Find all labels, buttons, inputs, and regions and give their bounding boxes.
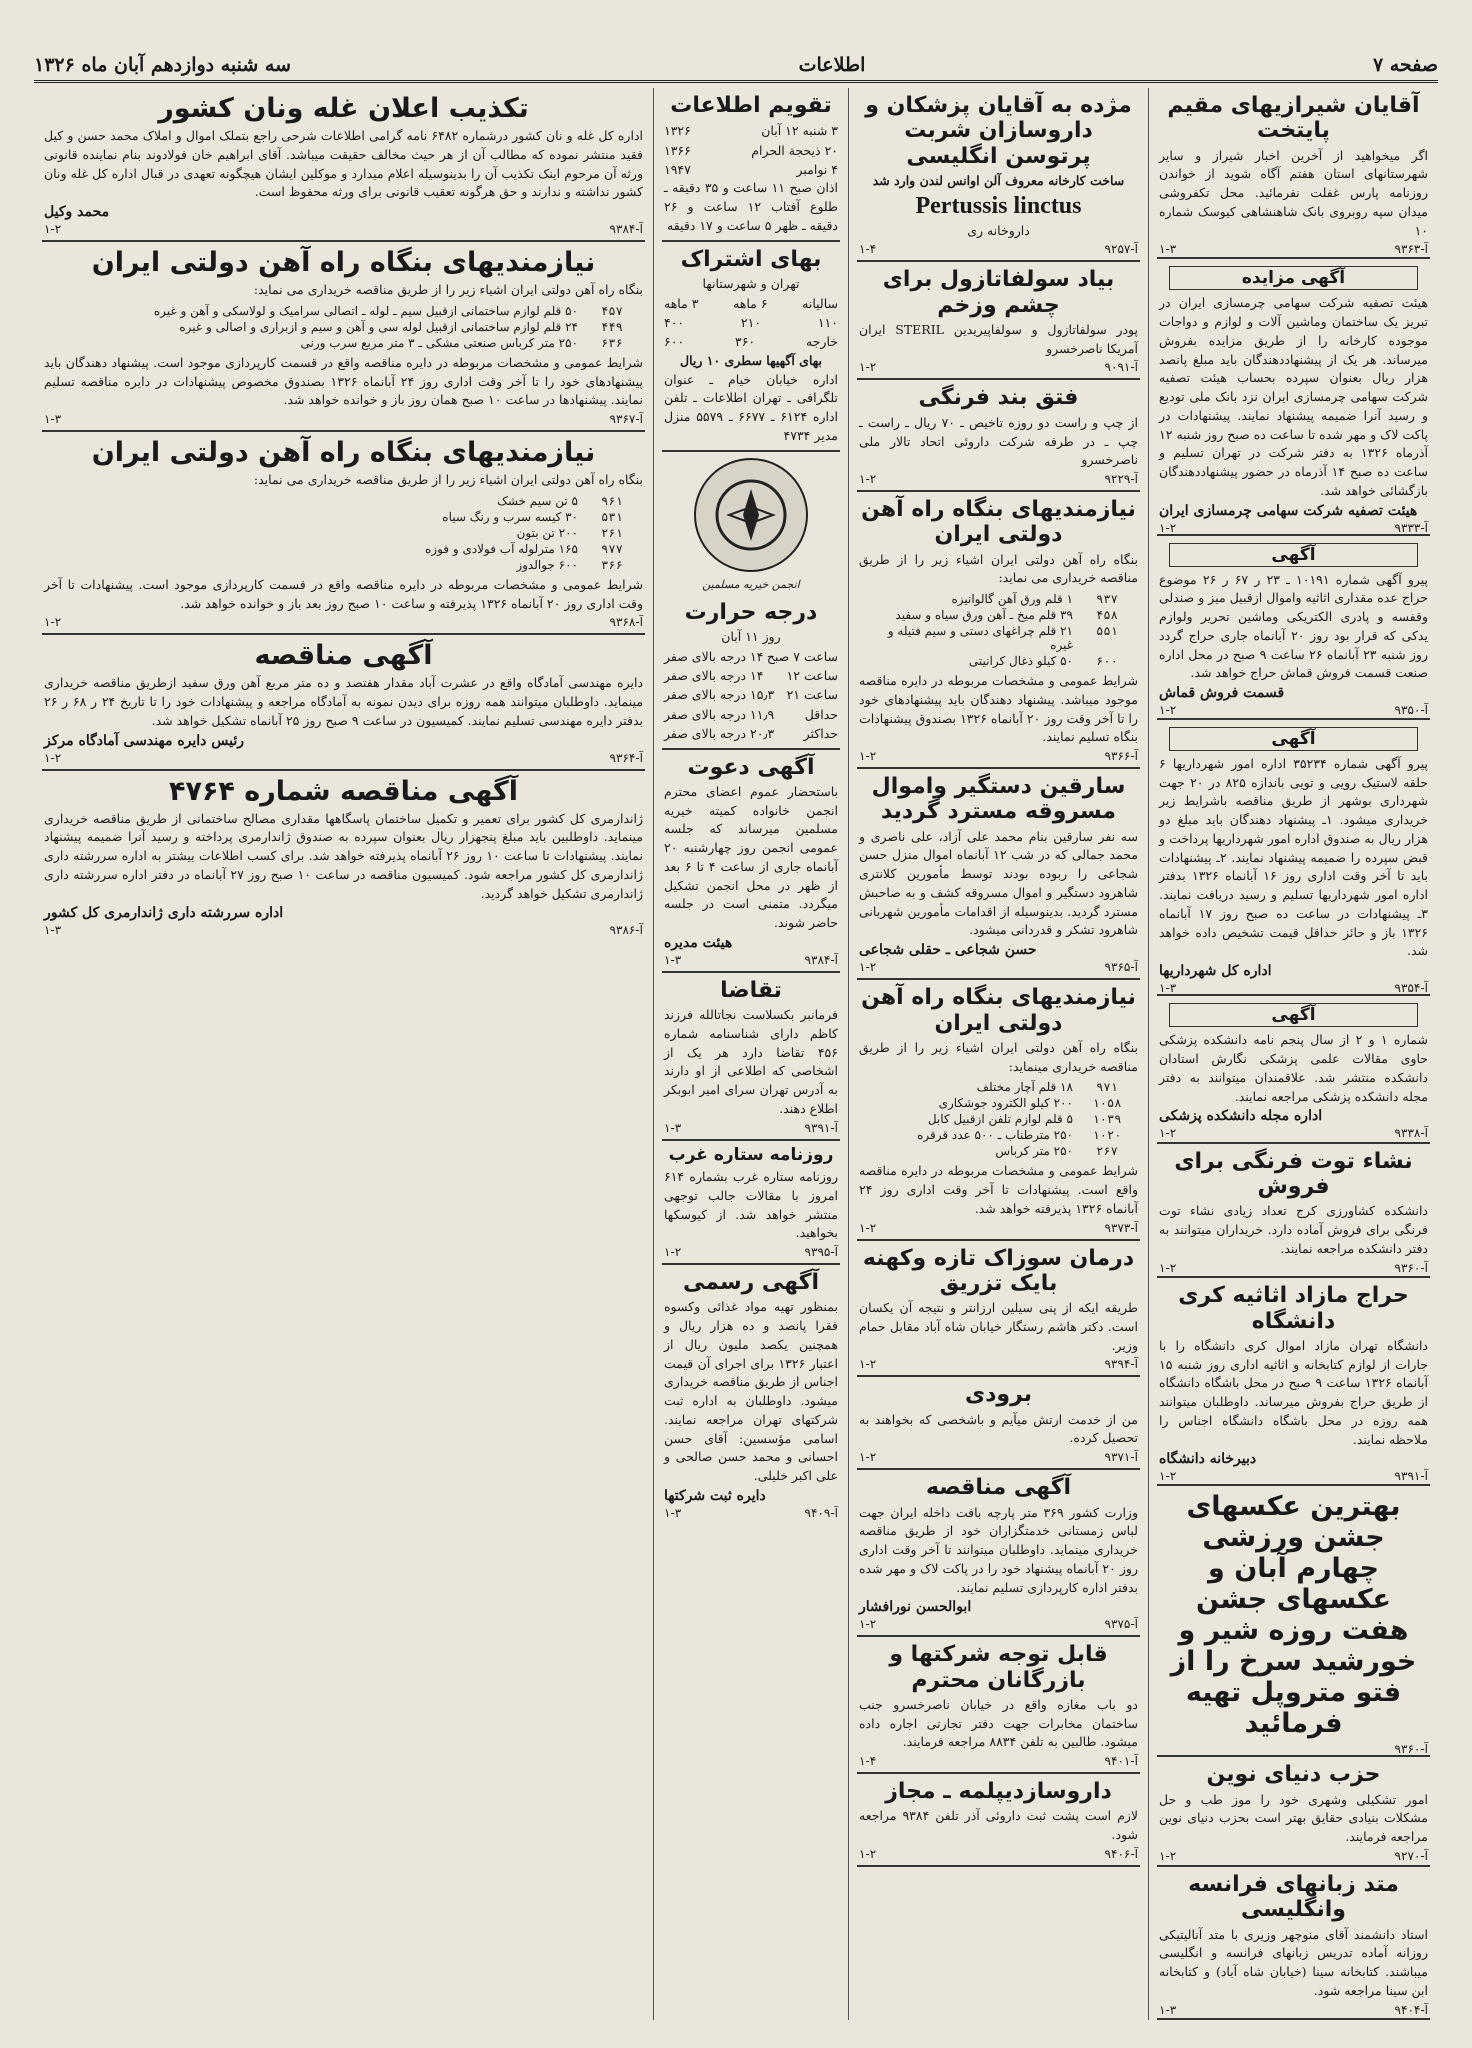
item-description: ۶۰۰ جوالدوز [516,557,578,572]
ad-body: فرمانبر بکسلاست نجاتالله فرزند کاظم دارای شناسنامه شماره ۴۵۶ تقاضا دارد هر یک از اشخاصی که اطلاعی از او دارند به آدرس تهران سرای امیر ابوبکر اطلاع دهند. [664,1007,838,1116]
item-description: ۵ تن سیم خشک [497,493,578,508]
ad-title: مژده به آقایان پزشکان و داروسازان شربت پرتوسن انگلیسی [865,93,1132,169]
price-cell: ۲۱۰ [740,315,762,331]
table-row [44,335,643,351]
ad-ref: آ-۹۳۷۵ [1104,1617,1138,1632]
dossier-number: ۲۶۱ [601,525,623,540]
calendar-year: ۱۹۴۷ [664,162,691,178]
ad-body: دو باب مغازه واقع در خیابان ناصرخسرو جنب ساختمان مخابرات جهت دفتر تجارتی اجاره داده میشود. طالبین به تلفن ۸۸۳۴ مراجعه فرمایند. [859,1696,1138,1750]
ad-title: آقایان شیرازیهای مقیم پایتخت [1167,93,1420,144]
dossier-number: ۱۰۳۹ [1092,1112,1122,1127]
calendar-year: ۱۳۶۶ [664,142,691,158]
dossier-number: ۵۳۱ [601,509,623,524]
temperature-time: حداکثر [803,726,838,742]
items-table [859,1079,1138,1159]
invitation-ad [662,750,840,973]
ad-ref: آ-۹۳۸۴ [609,222,643,237]
ad-body: شرایط عمومی و مشخصات مربوطه در دایره مناقصه واقع در قسمت کارپردازی موجود است. پیشنهادات تا آخر وقت اداری روز ۲۰ آبانماه ۱۳۲۶ پذیرفته و ساعت ۱۰ صبح روز بعد باز و خوانده خواهد شد. [44,576,643,611]
temperature-title: درجه حرارت [684,599,818,625]
items-table [44,493,643,573]
request-ad [662,973,840,1141]
ad-signature: رئیس دایره مهندسی آمادگاه مرکز [44,732,244,749]
ad-body: شماره ۱ و ۲ از سال پنجم نامه دانشکده پزشکی حاوی مقالات علمی پزشکی نگارش استادان دانشکده منتشر شد. علاقمندان میتوانند به دفتر مجله دانشکده پزشکی مراجعه نمایند. [1159,1032,1428,1104]
ad-intro: بنگاه راه آهن دولتی ایران اشیاء زیر را از طریق مناقصه خریداری می نماید: [253,472,643,488]
ad-signature: دبیرخانه دانشگاه [1159,1451,1257,1468]
ad-signature: قسمت فروش قماش [1159,685,1285,702]
dossier-number: ۹۷۷ [601,541,623,556]
ad-ref: آ-۹۳۹۴ [1104,1357,1138,1372]
ad-body: شرایط عمومی و مشخصات مربوطه در دایره مناقصه واقع در قسمت کارپردازی موجود است. پیشنهاد دهندگان باید پیشنهادهای خود را تا آخر وقت اداری روز ۲۴ آبانماه ۱۳۲۶ بصندوق مخصوص پیشنهادات در دایره مناقصه تسلیم نمایند. پیشنهادها در ساعت ۱۰ صبح همان روز باز و خوانده خواهد شد. [44,354,643,408]
ad-code: ۱-۲ [859,960,877,975]
ad-ref: آ-۹۳۶۷ [609,412,643,427]
item-description: ۲۰۰ تن بتون [516,525,578,540]
ad-title: نشاء توت فرنگی برای فروش [1174,1148,1413,1200]
dossier-number: ۴۵۷ [601,303,623,318]
ad-title: آگهی مناقصه شماره ۴۷۶۴ [168,775,519,807]
calendar-row [664,121,838,140]
ad-ref: آ-۹۳۳۸ [1394,1126,1428,1141]
ad-code: ۱-۲ [1159,1848,1177,1863]
product-name: Pertussis linctus [915,192,1082,219]
ad-body: باستحضار عموم اعضای محترم انجمن خانواده کمیته خیریه مسلمین میرساند که جلسه عمومی انجمن روز چهارشنبه ۲۰ آبانماه جاری از ساعت ۴ تا ۶ بعد از ظهر در محل انجمن تشکیل میگردد. متمنی است در جلسه حاضر شوند. [664,783,838,931]
ad-ref: آ-۹۲۷۰ [1394,1848,1428,1863]
item-description: ۱۸ قلم آچار مختلف [976,1080,1073,1095]
ad-signature: هیئت تصفیه شرکت سهامی چرمسازی ایران [1159,502,1418,519]
table-row [44,493,643,509]
ad-body: دانشکده کشاورزی کرج تعداد زیادی نشاء توت فرنگی برای فروش آماده دارد. خریداران میتوانند به دفتر دانشکده مراجعه نمایند. [1159,1203,1428,1256]
ad-code: ۱-۳ [44,412,62,427]
price-row [664,332,838,351]
ad-signature: اداره مجله دانشکده پزشکی [1159,1108,1323,1125]
ad [857,1470,1140,1637]
banner-text: بهترین عکسهای جشن ورزشی چهارم آبان و عکسهای جشن هفت روزه شیر و خورشید سرخ را از فتو متروپل تهیه فرمائید [1170,1490,1417,1740]
newspaper-ad [662,1141,840,1266]
ad-title: آگهی [1169,1003,1418,1027]
ad-code: ۱-۲ [44,615,62,630]
ad-body: دایره مهندسی آمادگاه واقع در عشرت آباد مقدار هفتصد و ده متر مربع آهن ورق سفید ازطریق مناقصه خریداری مینماید. داوطلبان میتوانند همه روزه برای دیدن نمونه به آمادگاه مراجعه و پیشنهادات خود را تا تاریخ ۲۴ ر ۶۸ ر ۲۶ بدفتر دایره مهندسی تسلیم نمایند. کمیسیون در ساعت ۹ صبح روز ۲۵ آبانماه تشکیل خواهد شد. [44,675,644,728]
temperature-value: ۱۵٫۳ درجه بالای صفر [664,687,775,703]
calendar-label: ۴ نوامبر [796,162,838,178]
ad-code: ۱-۲ [1159,1469,1177,1484]
ad-code: ۱-۲ [44,222,62,237]
price-cell: خارجه [805,334,838,350]
table-row [859,1143,1138,1159]
ad-body: اداره کل غله و نان کشور درشماره ۶۴۸۲ نامه گرامی اطلاعات شرحی راجع بتملک اموال و املاک محمد حسن و کیل فقید منتشر نموده که مطالب آن از هر حیث مخالف حقیقت میباشد. آقای ابراهیم خان فولادوند بنام نماینده قانونی ورثه آن مرحوم اینک تکذیب آن را بدینوسیله اعلام میدارد و موکلین ایشان هیچگونه تعهدی در قبال اداره کل غله ونان کشور نداشته و ندارند و حق هرگونه تعقیب قانونی برای ورثه محفوظ است. [44,128,643,200]
item-description: ۲۴ قلم لوازم ساختمانی ازقبیل لوله سی و آهن و سیم و ازبراری و اصالی و غیره [179,319,578,334]
ad [857,1637,1140,1774]
items-table [44,303,643,351]
ad-title: فتق بند فرنگی [918,385,1079,411]
table-row [859,607,1138,623]
ad-code: ۱-۳ [1159,2002,1177,2017]
temperature-value: ۲۰٫۳ درجه بالای صفر [664,726,775,742]
item-description: ۵۰ قلم لوازم ساختمانی ازقبیل سیم ـ لوله ـ اتصالی سرامیک و لولاسکی و آهن و غیره [153,303,578,318]
item-description: ۲۵۰ متر کرباس [995,1144,1073,1159]
ad-code: ۱-۲ [664,1245,682,1260]
table-row [44,525,643,541]
ad-code: ۱-۲ [859,1220,877,1235]
temperature-row [664,705,838,724]
table-row [44,509,643,525]
ad [1157,1757,1430,1867]
item-description: ۲۵۰ مترطناب ـ ۵۰۰ عدد قرقره [917,1128,1073,1143]
ad-ref: آ-۹۳۵۰ [1394,703,1428,718]
price-row [664,313,838,332]
ad-body: اگر میخواهید از آخرین اخبار شیراز و سایر شهرستانهای استان هفتم آگاه شوید از خواندن روزنامه پارس غفلت نفرمائید. محل تکفروشی میدان سپه روبروی بانک شاهنشاهی کیوسک شماره ۱۰ [1159,147,1428,238]
ad-code: ۱-۳ [664,1120,682,1135]
issue-date: سه شنبه دوازدهم آبان ماه ۱۳۲۶ [34,54,292,76]
ad-code: ۱-۲ [1159,703,1177,718]
ad-ref: آ-۹۳۸۶ [609,923,643,938]
newspaper-name: اطلاعات [798,54,866,76]
prayer-times: اذان صبح ۱۱ ساعت و ۳۵ دقیقه ـ طلوع آفتاب ۱۲ ساعت و ۲۶ دقیقه ـ ظهر ۵ ساعت و ۱۷ دقیقه [664,180,839,233]
ad-ref: آ-۹۳۹۵ [804,1245,838,1260]
ad [857,380,1140,492]
page-header [34,50,1438,83]
column-3 [653,88,848,2020]
subscription-box [662,242,840,452]
ad-ref: آ-۹۳۷۳ [1104,1220,1138,1235]
dossier-number: ۴۴۹ [601,319,623,334]
ad-code: ۱-۲ [859,1357,877,1372]
item-description: ۲۵۰ متر کرباس صنعتی مشکی ـ ۳ متر مربع سرب ورنی [300,335,578,350]
item-description: ۲۱ قلم چراغهای دستی و سیم فتیله و غیره [887,624,1073,653]
ad-ref: آ-۹۳۹۱ [804,1120,838,1135]
temperature-time: ساعت ۲۱ [786,687,838,703]
railway-ad [42,242,645,432]
ad-ref: آ-۹۴۰۶ [1104,1846,1138,1861]
dossier-number: ۶۳۶ [601,335,623,350]
ad-title: متد زبانهای فرانسه وانگلیسی [1188,1872,1399,1923]
ad-code: ۱-۲ [859,360,877,375]
tender-ad [42,635,645,770]
dossier-number: ۵۵۱ [1096,624,1118,639]
ad-title: آگهی مناقصه [254,640,433,672]
ads-price: بهای آگهیها سطری ۱۰ ریال [679,352,823,368]
calendar-year: ۱۳۲۶ [664,123,691,139]
calendar-row [664,160,838,179]
ad-code: ۱-۳ [1159,242,1177,257]
ad-body: دانشگاه تهران مازاد اموال کری دانشگاه را با جارات از لوازم کتابخانه و اثاثیه اداری روز شنبه ۱۵ آبانماه ۱۳۲۶ ساعت ۹ صبح در محل باشگاه دانشگاه از طریق حراج بفروش میرساند. داوطلبان میتوانند همه روزه در محل باشگاه دانشگاه اجناس را ملاحظه نمایند. [1159,1337,1429,1447]
ad-ref: آ-۹۳۶۸ [609,615,643,630]
dossier-number: ۳۶۶ [601,557,623,572]
temperature-value: ۱۱٫۹ درجه بالای صفر [664,706,775,722]
ad-title: نیازمندیهای بنگاه راه آهن دولتی ایران [861,985,1136,1036]
subscription-subtitle: تهران و شهرستانها [702,275,800,291]
ad-body: پودر سولفاتازول و سولفاپیریدین STERIL ایران آمریکا ناصرخسرو [859,321,1138,356]
ad-code: ۱-۲ [1159,520,1177,535]
ad-body: داروخانه ری [967,222,1030,238]
ad-ref: آ-۹۳۶۶ [1104,749,1138,764]
ad [1157,536,1430,720]
ad-title: آگهی [1169,727,1418,751]
emblem-icon [711,475,791,555]
ad-body: شرایط عمومی و مشخصات مربوطه در دایره مناقصه واقع است. پیشنهادات تا آخر وقت اداری روز ۲۴ آبانماه ۱۳۲۶ پذیرفته خواهد شد. [859,1163,1138,1216]
dossier-number: ۹۷۱ [1096,1080,1118,1095]
temperature-date: روز ۱۱ آبان [721,628,781,644]
ad-intro: بنگاه راه آهن دولتی ایران اشیاء زیر را از طریق مناقصه خریداری می نماید: [859,551,1138,586]
ad-ref: آ-۹۳۶۴ [609,750,643,765]
ad-title: آگهی مزایده [1169,266,1418,290]
ad-signature: اداره سررشته داری ژاندارمری کل کشور [44,905,284,922]
ad [1157,88,1430,259]
ad-signature: حسن شجاعی ـ حقلی شجاعی [859,942,1037,959]
ad [1157,1144,1430,1279]
official-ad [662,1265,840,1524]
temperature-row [664,685,838,704]
item-description: ۳۰ کیسه سرب و رنگ سیاه [442,509,578,524]
ad-title: درمان سوزاک تازه وکهنه بایک تزریق [862,1245,1135,1296]
ad-ref: آ-۹۳۹۱ [1394,1469,1428,1484]
ad [1157,259,1430,535]
ad-code: ۱-۲ [859,1450,877,1465]
ad-body: امور تشکیلی وشهری خود را موز طب و حل مشکلات بنیادی حقایق بهتر است بحزب دنیای نوین مراجعه فرمایند. [1159,1791,1428,1845]
table-row [44,303,643,319]
calendar-label: ۲۰ ذیحجة الحرام [751,142,838,158]
calendar-row [664,141,838,160]
ad-body: بمنظور تهیه مواد غذائی وکسوه فقرا پانصد و ده هزار ریال و همچنین یکصد ملیون ریال از اعتبار ۱۳۲۶ برای اجرای آن قیمت اجناس از طریق مناقصه خریداری میشود. داوطلبان به اداره ثبت شرکتهای تهران مراجعه نمایند. اسامی مؤسسین: آقای حسن احسانی و محمد حسن صالحی و علی اکبر خلیلی. [664,1299,839,1484]
ad-body: شرایط عمومی و مشخصات مربوطه در دایره مناقصه موجود میباشد. پیشنهاد دهندگان باید پیشنهادهای خود را تا آخر وقت روز ۲۰ آبانماه ۱۳۲۶ بصندوق پیشنهادات بنگاه تسلیم نمایند. [859,673,1139,745]
ad-body: ژاندارمری کل کشور برای تعمیر و تکمیل ساختمان پاسگاهها مقداری مصالح ساختمانی از طریق مناقصه خریداری مینماید. داوطلبین باید مبلغ پنجهزار ریال بعنوان سپرده به صندوق ژاندارمری پرداخته و رسید آنرا ضمیمه پیشنهاد نمایند. پیشنهادات تا ساعت ۱۰ روز ۲۶ آبانماه پذیرفته خواهد شد. برای کسب اطلاعات بیشتر به اداره سررشته داری ژاندارمری کل کشور مراجعه شود. کمیسیون مناقصه در ساعت ۱۰ صبح روز ۲۷ آبانماه در دفتر اداره سررشته داری ژاندارمری تشکیل خواهد گردید. [44,810,644,901]
page-number: صفحه ۷ [1372,54,1438,76]
ad-ref: آ-۹۳۳۳ [1394,520,1428,535]
ad-title: تقاضا [720,977,782,1003]
ad-ref: آ-۹۳۷۱ [1104,1450,1138,1465]
dossier-number: ۴۵۸ [1096,608,1118,623]
temperature-value: ۱۴ درجه بالای صفر [664,668,764,684]
column-1 [1148,88,1438,2020]
table-row [859,623,1138,653]
table-row [859,591,1138,607]
calendar-title: تقویم اطلاعات [670,93,832,118]
price-cell: سالیانه [802,295,838,311]
item-description: ۵۰ کیلو ذغال کرانیتی [968,654,1073,669]
ad-ref: آ-۹۳۵۴ [1394,981,1428,996]
ad-signature: ابوالحسن نورافشار [859,1599,972,1616]
item-description: ۱۶۵ مترلوله آب فولادی و فوزه [425,541,578,556]
ad-title: داروسازدیپلمه ـ مجاز [885,1779,1112,1805]
table-row [44,541,643,557]
ad-body: هیئت تصفیه شرکت سهامی چرمسازی ایران در تبریز یک ساختمان وماشین آلات و لوازم و دواجات موجوده کارخانه را از طریق مزایده بفروش میرساند. هر یک از پیشنهاددهندگان باید مبلغ پانصد هزار ریال بعنوان سپرده بحساب هیئت تصفیه شرکت سهامی چرمسازی ایران نزد بانک ملی تودیع و رسید آنرا ضمیمه پیشنهاد نمایند. پیشنهادات در پاکت لاک و مهر شده تا ساعت ده صبح روز شنبه ۱۲ آذرماه ۱۳۲۶ به دفتر شرکت در تهران تسلیم و ساعت ده صبح ۱۴ آذرماه در حضور پیشنهاددهندگان بازگشائی خواهد شد. [1159,295,1429,498]
ad-code: ۱-۲ [859,749,877,764]
ad-title: آگهی [1169,543,1418,567]
ad-code: ۱-۲ [1159,1260,1177,1275]
ad-body: روزنامه ستاره غرب بشماره ۶۱۴ امروز با مقالات جالب توجهی منتشر خواهد شد. از کیوسکها بخواهید. [664,1169,838,1241]
price-cell: ۳۶۰ [735,334,756,350]
ad-code: ۱-۲ [859,472,877,487]
price-cell: ۶ ماهه [733,295,768,311]
ad-title: آگهی رسمی [682,1270,820,1296]
item-description: ۱ قلم ورق آهن گالوانیزه [951,592,1073,607]
dossier-number: ۲۶۷ [1096,1144,1118,1159]
ad-intro: بنگاه راه آهن دولتی ایران اشیاء زیر را از طریق مناقصه خریداری می نماید: [253,282,643,298]
dossier-number: ۹۳۷ [1096,592,1118,607]
denial-ad [42,88,645,242]
temperature-time: ساعت ۱۲ [786,668,838,684]
emblem-logo [694,458,808,572]
ad [857,1241,1140,1378]
ad-code: ۱-۲ [44,750,62,765]
price-cell: ۴۰۰ [664,315,685,331]
ad-code: ۱-۳ [1159,981,1177,996]
ad-ref: آ-۹۰۹۱ [1104,360,1138,375]
price-cell: ۳ ماهه [664,295,699,311]
ad-ref: آ-۹۴۰۹ [804,1505,838,1520]
ad-body: من از خدمت ارتش میآیم و باشخصی که بخواهند به تحصیل کرده. [859,1411,1138,1446]
ad-title: نیازمندیهای بنگاه راه آهن دولتی ایران [861,497,1136,548]
ad-body: استاد دانشمند آقای منوچهر وزیری با متد آنالیتیکی روزانه آماده تدریس زبانهای فرانسه و انگلیسی میباشند. کتابخانه سینا (خیابان شاه آباد) و کتابخانه ابن سینا مراجعه شود. [1159,1926,1428,1998]
ad-signature: هیئت مدیره [664,934,733,951]
table-row [44,557,643,573]
ad-body: از چپ و راست دو روزه تاخیص ـ ۷۰ ریال ـ راست ـ چپ ـ در طرفه شرکت داروئی اتحاد تالار ملی ناصرخسرو [859,414,1138,468]
ad [1157,1278,1430,1485]
ad-code: ۱-۴ [859,242,877,257]
ad-code: ۱-۴ [859,1754,877,1769]
column-2 [848,88,1148,2020]
railway-ad [42,432,645,635]
column-4 [34,88,653,2020]
ad-body: وزارت کشور ۳۶۹ متر پارچه بافت داخله ایران جهت لباس زمستانی خدمتگزاران خود از طریق مناقصه خریداری مینماید. داوطلبان میتوانند تا آخر وقت اداری روز ۲۰ آبانماه پیشنهاد خود را در پاکت لاک و مهر شده بدفتر اداره کارپردازی تسلیم نمایند. [859,1504,1138,1595]
ad-body: پیرو آگهی شماره ۳۵۲۳۴ اداره امور شهرداریها ۶ حلقه لاستیک رویی و تویی باندازه ۸۲۵ در ۲۰ جهت شهرداری بوشهر از طریق مناقصه باشرایط زیر خریداری میشود. ۱ـ پیشنهاد دهندگان باید مبلغ دو هزار ریال به صندوق اداره امور شهرداریها پرداخت و قبض سپرده را ضمیمه پیشنهاد نمایند. ۲ـ پیشنهادات باید تا آخر وقت اداری روز ۱۶ آبانماه ۱۳۲۶ بدفتر اداره امور شهرداریها تسلیم و رسید دریافت نمایند. ۳ـ پیشنهادات در ساعت ده صبح روز ۱۷ آبانماه ۱۳۲۶ باز و حائز حداقل قیمت تشخیص داده خواهد شد. [1159,755,1429,959]
ad-body: پیرو آگهی شماره ۱۰۱۹۱ ـ ۲۳ ر ۶۷ ر ۲۶ موضوع حراج عده مقداری اثاثیه واموال ازقبیل میز و صندلی وقفسه و پادری الکتریکی وماشین تحریر ولوازم یدکی که قرار بود روز ۲۰ آبانماه جاری حراج گردد روز شنبه ۲۳ آبانماه ۲۶ ساعت ۹ صبح در محل اداره صنعت قسمت فروش قماش حراج خواهد شد. [1159,571,1429,681]
dossier-number: ۹۶۱ [601,493,623,508]
ad [1157,720,1430,996]
ad-body: طریقه ایکه از پنی سیلین ارزانتر و نتیجه آن یکسان است. دکتر هاشم رستگار خیابان شاه آباد مقابل حمام وزیر. [859,1300,1138,1353]
temperature-value: ۱۴ درجه بالای صفر [664,648,764,664]
ad-title: قابل توجه شرکتها و بازرگانان محترم [889,1642,1108,1693]
subscription-title: بهای اشتراک [680,246,822,272]
ad-signature: دایره ثبت شرکتها [664,1487,766,1504]
ad-title: آگهی دعوت [687,754,815,780]
temperature-box [662,595,840,750]
table-row [859,1111,1138,1127]
emblem-caption: انجمن خیریه مسلمین [702,577,800,591]
temperature-row [664,724,838,743]
ad-title: سارقین دستگیر واموال مسروقه مسترد گردید [871,774,1126,825]
ad-ref: آ-۹۳۶۵ [1104,960,1138,975]
ad-intro: بنگاه راه آهن دولتی ایران اشیاء زیر را از طریق مناقصه خریداری مینماید: [859,1039,1138,1074]
table-row [859,1079,1138,1095]
ad-title: نیازمندیهای بنگاه راه آهن دولتی ایران [91,437,596,469]
item-description: ۲۰۰ کیلو الکترود جوشکاری [938,1096,1073,1111]
ad-code: ۱-۲ [1159,1126,1177,1141]
dossier-number: ۱۰۲۰ [1092,1128,1122,1143]
railway-ad [857,492,1140,769]
ad [857,88,1140,262]
table-row [859,1095,1138,1111]
temperature-row [664,666,838,685]
ad [1157,996,1430,1143]
dossier-number: ۱۰۵۸ [1092,1096,1122,1111]
temperature-time: ساعت ۷ صبح [766,648,838,664]
ad [1157,1867,1430,2020]
dossier-number: ۶۰۰ [1096,654,1118,669]
ad-ref: آ-۹۳۸۴ [804,952,838,967]
ad-ref: آ-۹۳۶۳ [1394,242,1428,257]
item-description: ۵ قلم لوازم تلفن ازقبیل کابل [927,1112,1073,1127]
calendar-box [662,88,840,242]
item-description: ۳۹ قلم میخ ـ آهن ورق سیاه و سفید [895,608,1073,623]
ad-ref: آ-۹۴۰۴ [1394,2002,1428,2017]
columns [34,88,1438,2020]
ad-ref: آ-۹۲۲۹ [1104,472,1138,487]
ad-subtitle: ساخت کارخانه معروف آلن اوانس لندن وارد شد [872,172,1125,188]
ad-title: روزنامه ستاره غرب [668,1144,834,1165]
ad-ref: آ-۹۳۶۰ [1394,1260,1428,1275]
ad-signature: اداره کل شهرداریها [1159,963,1272,980]
ad-title: تکذیب اعلان غله ونان کشور [158,93,529,124]
price-row [664,294,838,313]
ad-title: نیازمندیهای بنگاه راه آهن دولتی ایران [91,247,596,279]
temperature-time: حداقل [804,706,838,722]
photo-banner-ad [1157,1486,1430,1758]
ad-ref: آ-۹۲۵۷ [1104,242,1138,257]
ad-code: ۱-۳ [664,1505,682,1520]
ad-body: سه نفر سارقین بنام محمد علی آزاد، علی ناصری و محمد جمالی که در شب ۱۲ آبانماه اموال منزل حسن شجاعی را ربوده بودند توسط مأمورین کلانتری شاهرود دستگیر و اموال مسروقه کشف و به صاحبش مسترد گردید. بدینوسیله از اقدامات مأمورین شهربانی شاهرود تشکر و قدردانی میشود. [859,828,1138,938]
table-row [44,319,643,335]
table-row [859,653,1138,669]
temperature-row [664,647,838,666]
ad [857,1377,1140,1470]
price-cell: ۱۱۰ [817,315,838,331]
ad [857,769,1140,980]
calendar-label: ۳ شنبه ۱۲ آبان [761,123,838,139]
ad-signature: محمد وکیل [44,204,110,221]
ad [857,1774,1140,1867]
office-address: اداره خیابان خیام ـ عنوان تلگرافی ـ تهران اطلاعات ـ تلفن اداره ۶۱۲۴ ـ ۶۶۷۷ ـ ۵۵۷۹ منزل مدیر ۴۷۳۴ [664,371,839,443]
ad-title: حزب دنیای نوین [1206,1762,1381,1788]
railway-ad [857,980,1140,1240]
ad-title: حراج مازاد اثاثیه کری دانشگاه [1178,1283,1409,1334]
ad-title: آگهی مناقصه [925,1475,1072,1501]
ad-code: ۱-۲ [859,1617,877,1632]
ad [857,262,1140,380]
ad-body: لازم است پشت ثبت داروئی آذر تلفن ۹۳۸۴ مراجعه شود. [859,1808,1138,1843]
ad-code: ۱-۳ [44,923,62,938]
items-table [859,591,1138,669]
tender-ad [42,771,645,942]
ad-ref: آ-۹۳۶۰ [1394,1742,1428,1757]
price-cell: ۶۰۰ [664,334,685,350]
ad-title: برودی [964,1382,1033,1408]
table-row [859,1127,1138,1143]
ad-title: بیاد سولفاتازول برای چشم وزخم [882,267,1115,318]
ad-code: ۱-۲ [859,1846,877,1861]
ad-code: ۱-۳ [664,952,682,967]
ad-ref: آ-۹۴۰۱ [1104,1754,1138,1769]
